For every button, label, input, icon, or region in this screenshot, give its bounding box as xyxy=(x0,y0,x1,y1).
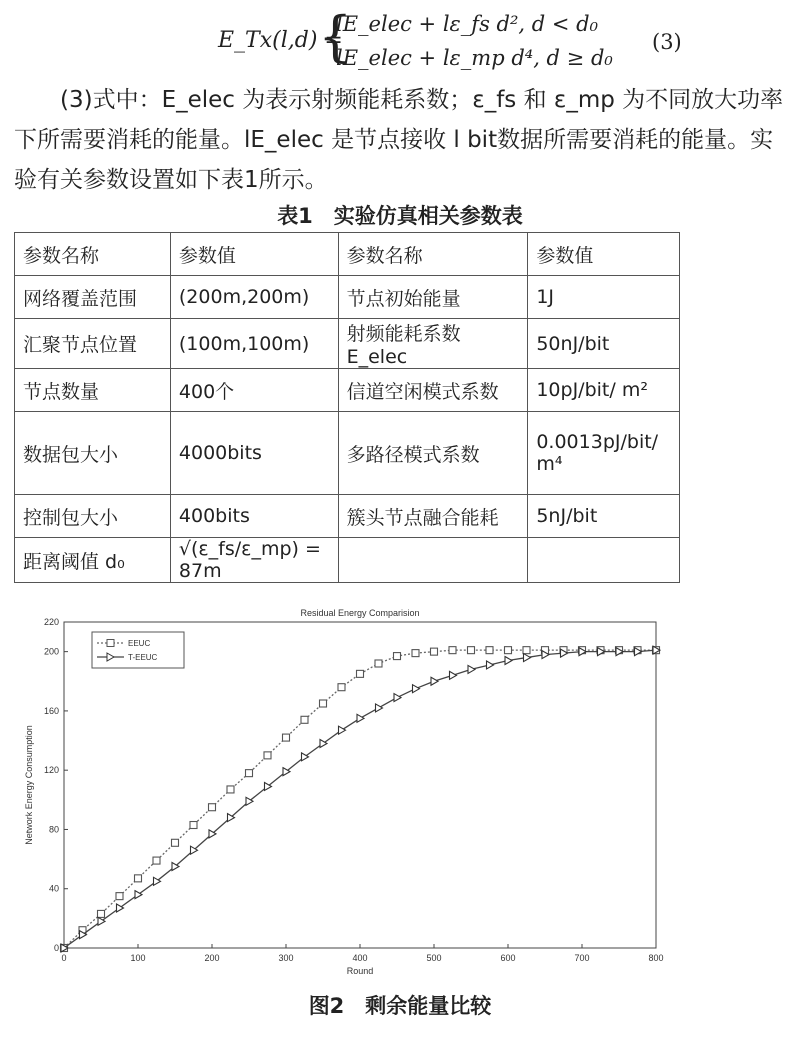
table-cell: 10pJ/bit/ m² xyxy=(528,369,680,412)
table-header-cell: 参数名称 xyxy=(338,233,528,276)
y-tick-label: 200 xyxy=(43,646,59,657)
data-point-eeuc xyxy=(135,875,142,882)
y-tick-label: 80 xyxy=(48,824,59,835)
data-point-eeuc xyxy=(449,647,456,654)
x-tick-label: 500 xyxy=(426,953,442,963)
data-point-eeuc xyxy=(431,648,438,655)
x-tick-label: 0 xyxy=(61,953,67,963)
x-tick-label: 300 xyxy=(278,953,294,963)
legend-box xyxy=(92,632,184,668)
table-cell xyxy=(528,538,680,583)
x-tick-label: 700 xyxy=(574,953,590,963)
data-point-eeuc xyxy=(246,770,253,777)
table-cell: 节点数量 xyxy=(15,369,171,412)
data-point-eeuc xyxy=(505,647,512,654)
data-point-eeuc xyxy=(486,647,493,654)
body-paragraph: (3)式中：E_elec 为表示射频能耗系数；ε_fs 和 ε_mp 为不同放大功率下所需要消耗的能量。lE_elec 是节点接收 l bit数据所需要消耗的能量。实验有关参数设置如下表1所示。 xyxy=(14,87,784,193)
table-cell: 射频能耗系数 E_elec xyxy=(338,319,528,369)
table-cell: 400bits xyxy=(170,495,338,538)
table-cell: 5nJ/bit xyxy=(528,495,680,538)
x-axis-label: Round xyxy=(346,966,374,976)
data-point-eeuc xyxy=(116,893,123,900)
x-tick-label: 600 xyxy=(500,953,516,963)
x-tick-label: 200 xyxy=(204,953,220,963)
table-cell: 0.0013pJ/bit/ m⁴ xyxy=(528,412,680,495)
table-cell: (100m,100m) xyxy=(170,319,338,369)
table-cell: 50nJ/bit xyxy=(528,319,680,369)
data-point-eeuc xyxy=(375,660,382,667)
equation-number: (3) xyxy=(652,30,682,54)
table-cell: 簇头节点融合能耗 xyxy=(338,495,528,538)
data-point-eeuc xyxy=(283,734,290,741)
equation-case-2: lE_elec + lε_mp d⁴, d ≥ d₀ xyxy=(336,46,613,70)
table-cell: 距离阈值 d₀ xyxy=(15,538,171,583)
table-cell: 汇聚节点位置 xyxy=(15,319,171,369)
table-cell: 信道空闲模式系数 xyxy=(338,369,528,412)
parameter-table xyxy=(14,232,680,583)
y-tick-label: 220 xyxy=(43,617,59,627)
data-point-eeuc xyxy=(394,653,401,660)
data-point-eeuc xyxy=(209,804,216,811)
data-point-eeuc xyxy=(412,650,419,657)
table-cell: 4000bits xyxy=(170,412,338,495)
table-row xyxy=(15,538,680,583)
table-cell: 数据包大小 xyxy=(15,412,171,495)
data-point-eeuc xyxy=(172,839,179,846)
data-point-eeuc xyxy=(357,670,364,677)
table-header-cell: 参数值 xyxy=(528,233,680,276)
x-tick-label: 800 xyxy=(648,953,664,963)
legend-marker xyxy=(107,640,114,647)
table-row xyxy=(15,369,680,412)
legend-label: T-EEUC xyxy=(128,653,158,662)
table-caption: 表1 实验仿真相关参数表 xyxy=(277,204,523,228)
data-point-eeuc xyxy=(153,857,160,864)
x-tick-label: 400 xyxy=(352,953,368,963)
table-row xyxy=(15,495,680,538)
data-point-eeuc xyxy=(338,684,345,691)
equation-lhs: E_Tx(l,d) = xyxy=(218,28,343,53)
residual-energy-chart xyxy=(14,600,674,980)
table-cell: 400个 xyxy=(170,369,338,412)
y-axis-label: Network Energy Consumption xyxy=(24,725,34,845)
figure-caption: 图2 剩余能量比较 xyxy=(308,994,492,1018)
y-tick-label: 120 xyxy=(43,765,59,776)
table-cell: (200m,200m) xyxy=(170,276,338,319)
data-point-eeuc xyxy=(320,700,327,707)
equation-case-1: lE_elec + lε_fs d², d < d₀ xyxy=(336,12,598,36)
chart-title: Residual Energy Comparision xyxy=(300,608,420,618)
data-point-eeuc xyxy=(227,786,234,793)
table-row xyxy=(15,276,680,319)
data-point-eeuc xyxy=(301,716,308,723)
table-header-row xyxy=(15,233,680,276)
table-cell: √(ε_fs/ε_mp) = 87m xyxy=(170,538,338,583)
table-cell: 节点初始能量 xyxy=(338,276,528,319)
x-tick-label: 100 xyxy=(130,953,146,963)
equation-3 xyxy=(0,5,800,76)
legend-label: EEUC xyxy=(128,639,151,648)
data-point-eeuc xyxy=(523,647,530,654)
equation-brace: { xyxy=(318,5,353,68)
data-point-eeuc xyxy=(468,647,475,654)
table-header-cell: 参数名称 xyxy=(15,233,171,276)
table-cell xyxy=(338,538,528,583)
y-tick-label: 0 xyxy=(53,943,59,953)
table-cell: 1J xyxy=(528,276,680,319)
data-point-eeuc xyxy=(98,910,105,917)
data-point-eeuc xyxy=(190,822,197,829)
table-row xyxy=(15,412,680,495)
data-point-eeuc xyxy=(264,752,271,759)
table-cell: 网络覆盖范围 xyxy=(15,276,171,319)
table-row xyxy=(15,319,680,369)
y-tick-label: 160 xyxy=(43,705,59,716)
table-cell: 多路径模式系数 xyxy=(338,412,528,495)
y-tick-label: 40 xyxy=(48,883,59,894)
table-header-cell: 参数值 xyxy=(170,233,338,276)
table-cell: 控制包大小 xyxy=(15,495,171,538)
